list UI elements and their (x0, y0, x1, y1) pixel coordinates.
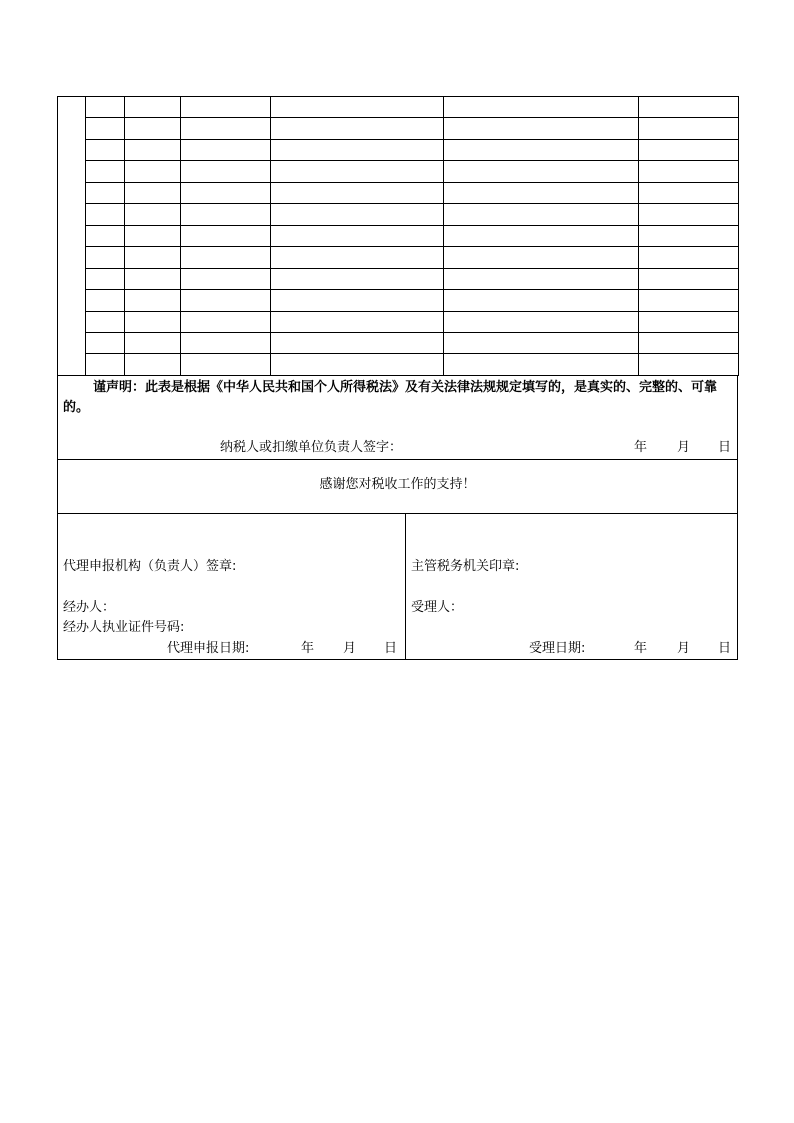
table-cell[interactable] (86, 182, 125, 203)
table-row (58, 139, 739, 160)
table-cell[interactable] (271, 161, 444, 182)
table-cell[interactable] (639, 290, 739, 311)
table-cell[interactable] (639, 182, 739, 203)
table-cell[interactable] (125, 139, 181, 160)
table-cell[interactable] (181, 225, 271, 246)
table-cell[interactable] (444, 268, 639, 289)
table-cell[interactable] (639, 118, 739, 139)
table-row (58, 118, 739, 139)
day-label: 日 (718, 440, 732, 455)
table-cell[interactable] (125, 247, 181, 268)
table-cell[interactable] (444, 161, 639, 182)
table-cell[interactable] (181, 139, 271, 160)
day-label: 日 (718, 641, 732, 656)
table-cell[interactable] (86, 118, 125, 139)
table-cell[interactable] (639, 161, 739, 182)
table-cell[interactable] (444, 311, 639, 332)
tax-office-seal-label: 主管税务机关印章: (411, 559, 520, 574)
agent-date (301, 641, 401, 657)
table-cell[interactable] (639, 204, 739, 225)
table-cell[interactable] (125, 268, 181, 289)
declaration-text: 谨声明：此表是根据《中华人民共和国个人所得税法》及有关法律法规规定填写的，是真实的、完整的、可靠的。 (63, 380, 718, 415)
year-label: 年 (634, 440, 648, 455)
table-cell[interactable] (639, 225, 739, 246)
table-cell[interactable] (86, 247, 125, 268)
agent-seal-label: 代理申报机构（负责人）签章: (63, 559, 237, 574)
table-cell[interactable] (271, 268, 444, 289)
table-cell[interactable] (125, 204, 181, 225)
receive-date-label: 受理日期: (529, 641, 586, 656)
table-row (58, 290, 739, 311)
table-cell[interactable] (125, 97, 181, 118)
agent-date-label: 代理申报日期: (167, 641, 250, 656)
table-cell[interactable] (181, 97, 271, 118)
table-cell[interactable] (444, 354, 639, 376)
table-cell[interactable] (181, 290, 271, 311)
table-cell[interactable] (86, 290, 125, 311)
row-group-cell (58, 97, 86, 376)
table-cell[interactable] (181, 204, 271, 225)
table-cell[interactable] (181, 182, 271, 203)
year-label: 年 (301, 641, 315, 656)
table-cell[interactable] (86, 225, 125, 246)
table-cell[interactable] (271, 311, 444, 332)
table-cell[interactable] (86, 204, 125, 225)
table-cell[interactable] (181, 247, 271, 268)
table-cell[interactable] (86, 332, 125, 353)
receive-date (634, 641, 734, 657)
table-cell[interactable] (181, 354, 271, 376)
table-row (58, 161, 739, 182)
thanks-message: 感谢您对税收工作的支持！ (57, 459, 738, 514)
month-label: 月 (343, 641, 357, 656)
table-cell[interactable] (181, 311, 271, 332)
table-cell[interactable] (444, 97, 639, 118)
table-row (58, 354, 739, 376)
table-cell[interactable] (271, 354, 444, 376)
table-cell[interactable] (444, 290, 639, 311)
taxpayer-signature-label: 纳税人或扣缴单位负责人签字： (220, 440, 403, 455)
detail-table (57, 96, 739, 376)
table-cell[interactable] (639, 354, 739, 376)
table-cell[interactable] (86, 311, 125, 332)
table-cell[interactable] (444, 139, 639, 160)
table-cell[interactable] (444, 118, 639, 139)
table-cell[interactable] (271, 182, 444, 203)
table-row (58, 182, 739, 203)
table-row (58, 247, 739, 268)
table-cell[interactable] (444, 332, 639, 353)
table-row (58, 332, 739, 353)
table-cell[interactable] (125, 354, 181, 376)
taxpayer-sign-date (634, 440, 734, 456)
table-cell[interactable] (639, 268, 739, 289)
table-cell[interactable] (639, 139, 739, 160)
table-row (58, 268, 739, 289)
table-row (58, 204, 739, 225)
agent-license-label: 经办人执业证件号码: (63, 620, 185, 635)
month-label: 月 (677, 440, 691, 455)
table-cell[interactable] (86, 161, 125, 182)
table-cell[interactable] (444, 225, 639, 246)
table-cell[interactable] (86, 139, 125, 160)
table-cell[interactable] (86, 268, 125, 289)
table-cell[interactable] (639, 311, 739, 332)
table-cell[interactable] (271, 290, 444, 311)
table-cell[interactable] (86, 97, 125, 118)
table-cell[interactable] (271, 139, 444, 160)
table-cell[interactable] (125, 182, 181, 203)
table-cell[interactable] (639, 332, 739, 353)
table-cell[interactable] (125, 290, 181, 311)
table-cell[interactable] (181, 268, 271, 289)
table-cell[interactable] (271, 247, 444, 268)
table-cell[interactable] (181, 332, 271, 353)
table-cell[interactable] (271, 332, 444, 353)
table-cell[interactable] (639, 247, 739, 268)
table-row (58, 311, 739, 332)
table-cell[interactable] (271, 225, 444, 246)
month-label: 月 (677, 641, 691, 656)
section-divider (405, 514, 406, 659)
table-cell[interactable] (125, 118, 181, 139)
filing-section (57, 514, 738, 660)
table-cell[interactable] (181, 118, 271, 139)
table-cell[interactable] (181, 161, 271, 182)
day-label: 日 (384, 641, 398, 656)
table-row (58, 97, 739, 118)
year-label: 年 (634, 641, 648, 656)
table-cell[interactable] (639, 97, 739, 118)
table-cell[interactable] (125, 332, 181, 353)
table-row (58, 225, 739, 246)
table-cell[interactable] (444, 182, 639, 203)
declaration-section (57, 376, 738, 460)
table-cell[interactable] (125, 161, 181, 182)
table-cell[interactable] (125, 311, 181, 332)
receiver-label: 受理人： (411, 600, 464, 615)
table-cell[interactable] (444, 247, 639, 268)
agent-handler-label: 经办人： (63, 600, 116, 615)
table-cell[interactable] (444, 204, 639, 225)
table-cell[interactable] (86, 354, 125, 376)
table-cell[interactable] (271, 204, 444, 225)
table-cell[interactable] (271, 97, 444, 118)
table-cell[interactable] (271, 118, 444, 139)
table-cell[interactable] (125, 225, 181, 246)
